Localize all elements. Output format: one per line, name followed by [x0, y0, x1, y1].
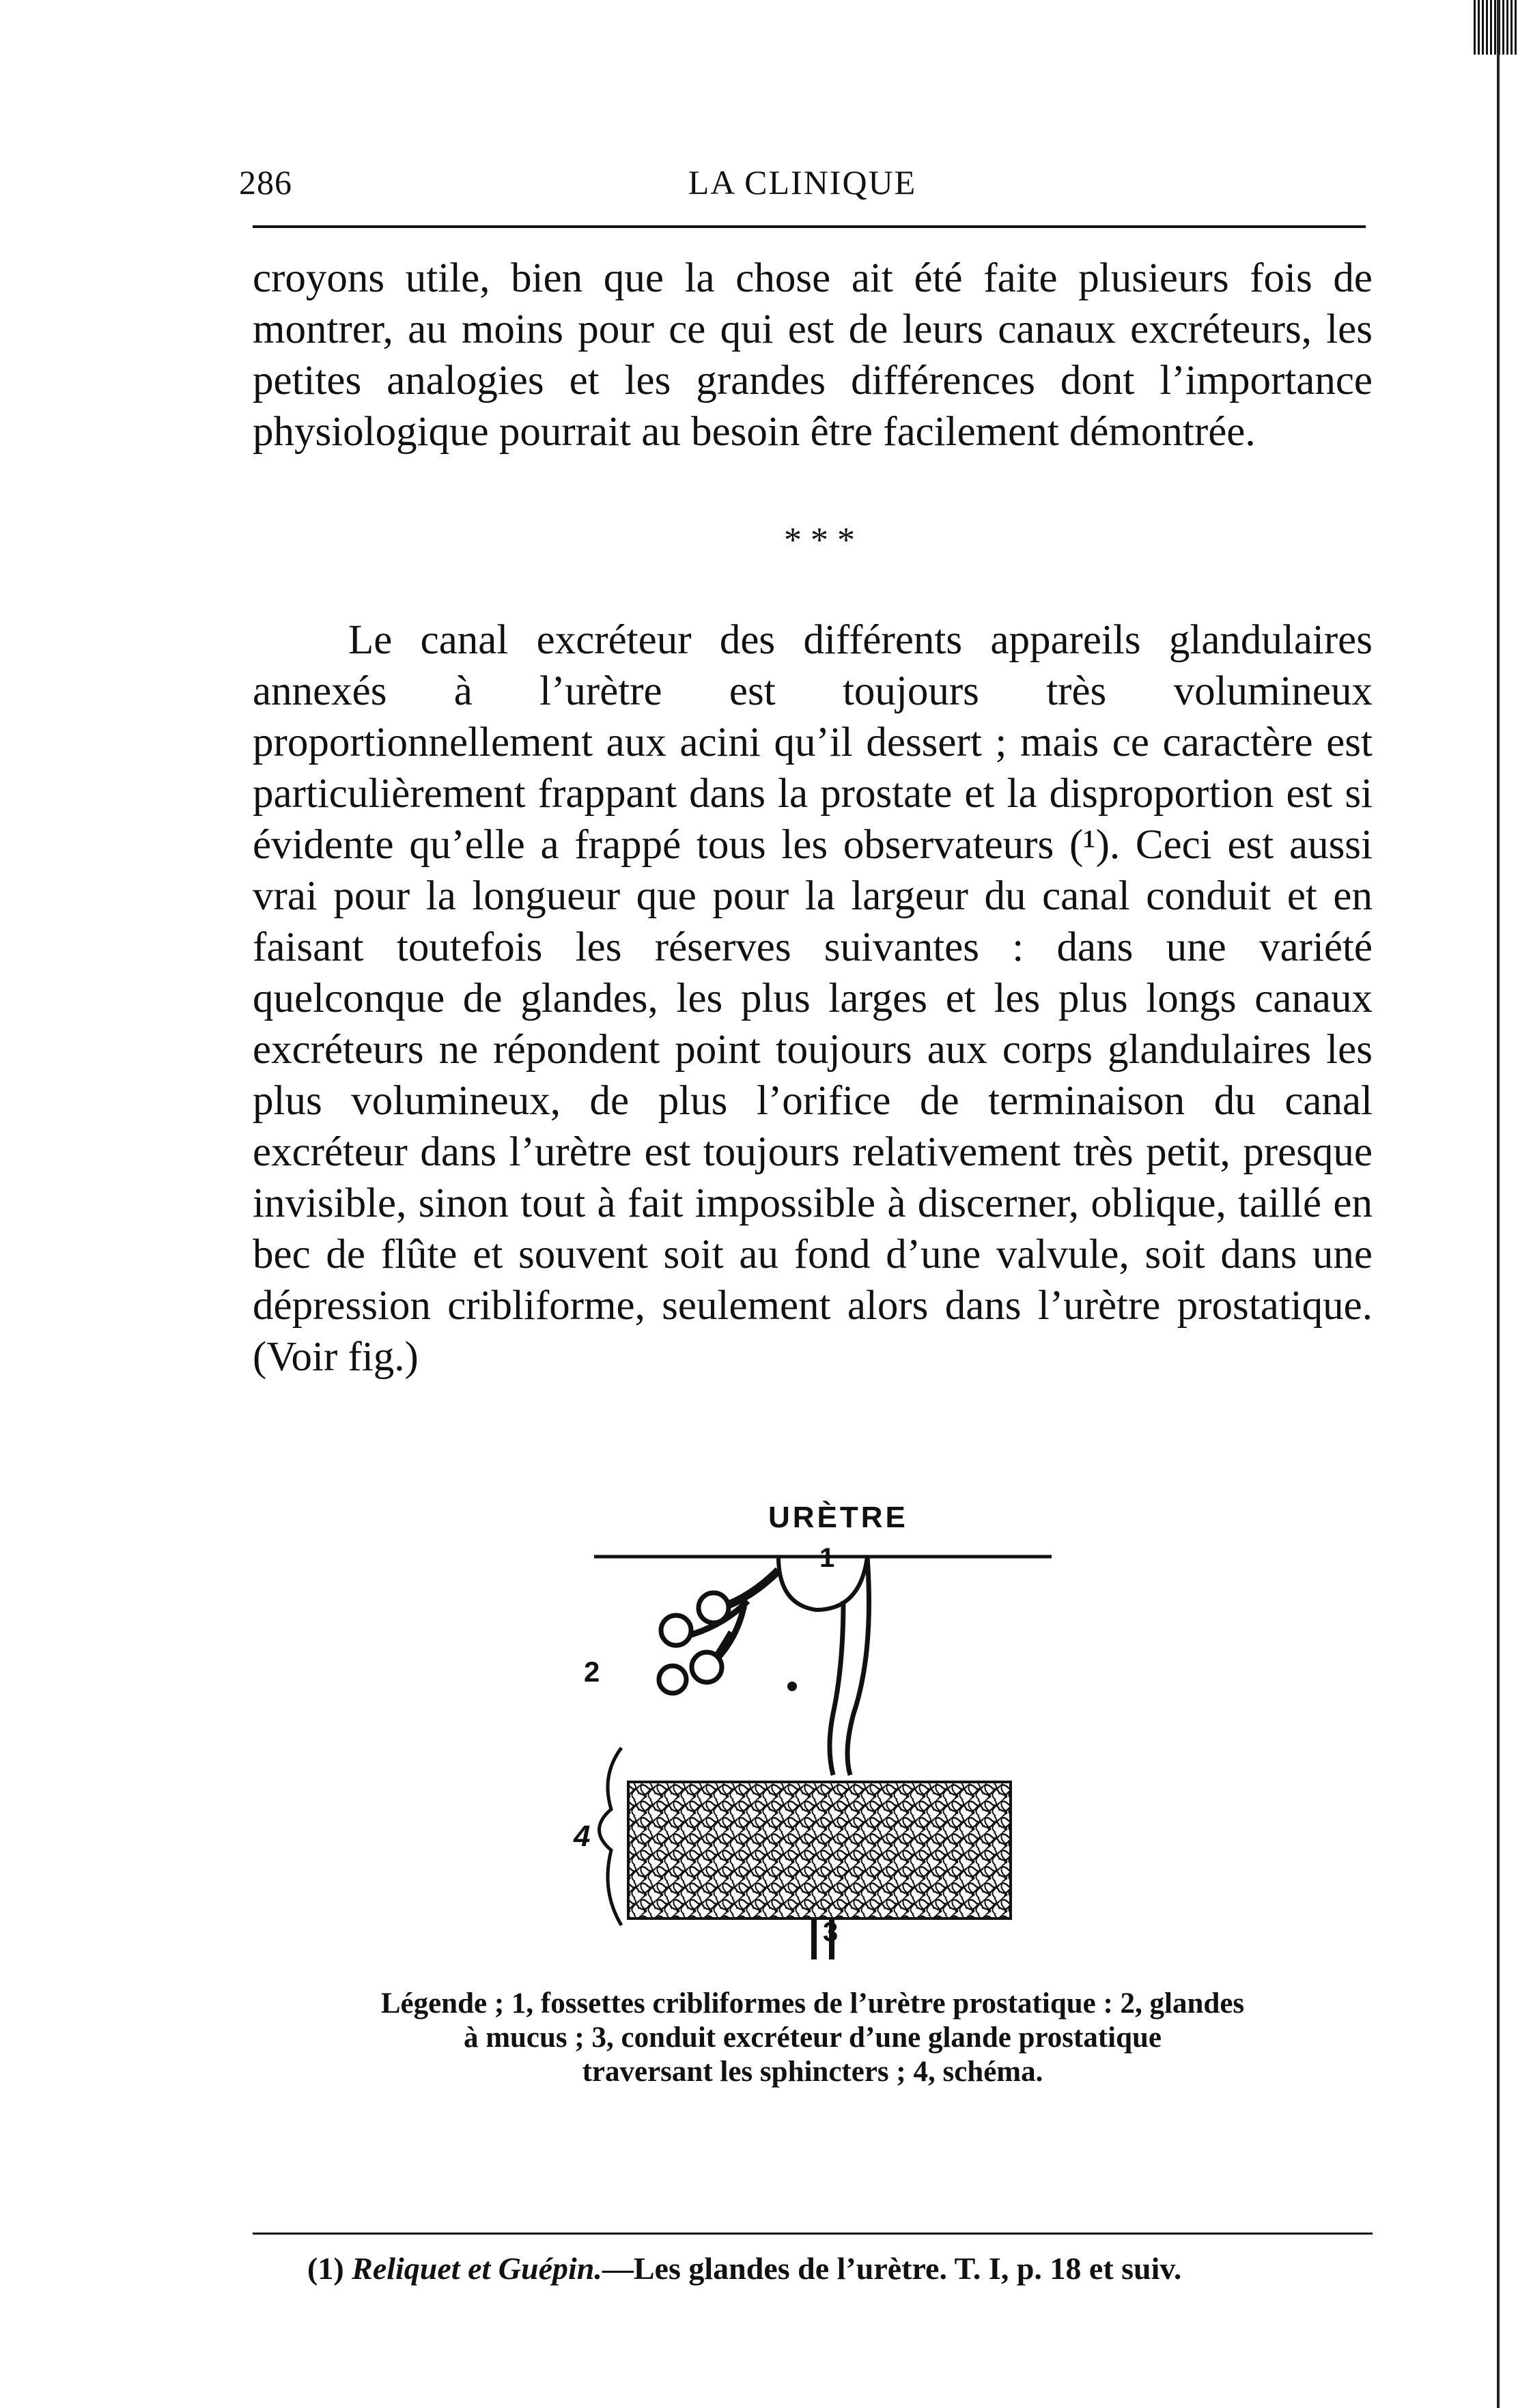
legend-line-3: traversant les sphincters ; 4, schéma. [582, 2056, 1043, 2088]
gland-acinus [692, 1652, 722, 1682]
asterism [751, 521, 888, 594]
footnote-rule [253, 2233, 1373, 2235]
footnote-authors: Reliquet et Guépin. [352, 2251, 602, 2286]
running-head: LA CLINIQUE [688, 163, 917, 201]
figure-label-4: 4 [574, 1819, 591, 1853]
scan-page-edge [1497, 0, 1500, 2408]
gland-acinus [659, 1666, 686, 1693]
brace [600, 1748, 622, 1925]
page-header [239, 162, 1366, 210]
paragraph-2: Le canal excréteur des différents appareils glandulaires annexés à l’urètre est toujours très volumineux proportionnellement aux acini qu’il dessert ; mais ce caractère est particulièrement frappant dans la prostate et la disproportion est si évidente qu’elle a frappé tous les observateurs (¹). Ceci est aussi vrai pour la longueur que pour la largeur du canal conduit et en faisant toutefois les réserves suivantes : dans une variété quelconque de glandes, les plus larges et les plus longs canaux excréteurs ne répondent point toujours aux corps glandulaires les plus volumineux, de plus l’orifice de terminaison du canal excréteur dans l’urètre est toujours relativement très petit, presque invisible, sinon tout à fait impossible à discerner, oblique, taillé en bec de flûte et souvent soit au fond d’une valvule, soit dans une dépression cribliforme, seulement alors dans l’urètre prostatique. (Voir fig.) [253, 617, 1373, 1380]
figure-label-urethra: URÈTRE [768, 1501, 908, 1534]
legend-line-1: Légende ; 1, fossettes cribliformes de l’urètre prostatique : 2, glandes [380, 1987, 1245, 2020]
footnote-marker: (1) [307, 2251, 344, 2286]
paragraph-1: croyons utile, bien que la chose ait été faite plusieurs fois de montrer, au moins pour ce qui est de leurs canaux excréteurs, les petites analogies et les grandes différences dont l’importance physiologique pourrait au besoin être facilement démontrée. [253, 255, 1373, 455]
prostatic-duct-wall [830, 1601, 843, 1775]
gland-acinus [661, 1615, 691, 1645]
figure-label-1: 1 [819, 1543, 835, 1573]
page-number: 286 [239, 163, 292, 201]
scan-corner-mark [1474, 0, 1518, 55]
footnote [307, 2250, 1386, 2288]
asterism-text: * * * [784, 521, 855, 560]
footnote-text: —Les glandes de l’urètre. T. I, p. 18 et suiv. [602, 2251, 1182, 2286]
sphincter-tangle [628, 1782, 1011, 1918]
figure-label-2: 2 [584, 1656, 600, 1688]
legend-line-2: à mucus ; 3, conduit excréteur d’une glande prostatique [463, 2022, 1162, 2054]
gland-acinus [699, 1593, 729, 1623]
figure-legend [253, 1987, 1373, 2089]
header-rule [253, 225, 1366, 228]
anatomical-figure [574, 1488, 1065, 1966]
figure-label-3: 3 [823, 1917, 839, 1947]
